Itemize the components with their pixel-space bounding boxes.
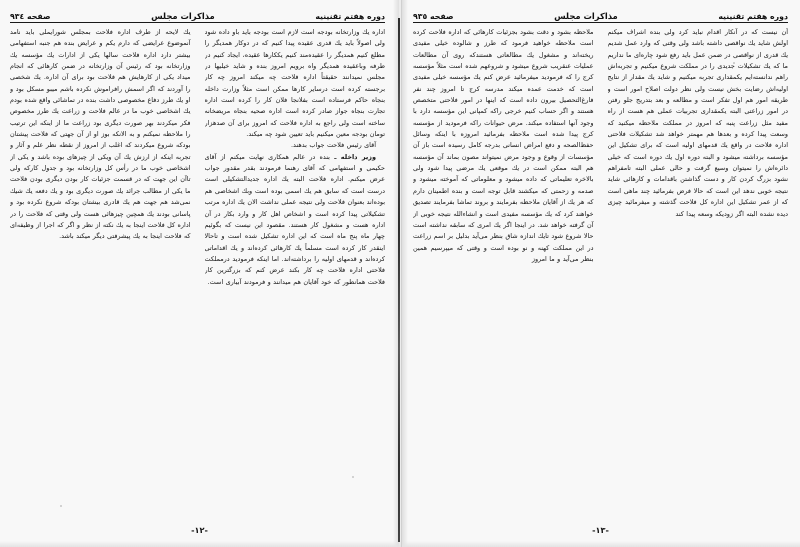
spread-gutter-edge [401, 0, 402, 547]
chair-cue: آقای رئیس فلاحت جواب بدهند. [290, 141, 376, 150]
right-page-header [10, 11, 385, 23]
bottom-edge-shadow [0, 541, 800, 547]
paragraph: آن نیست که در آنکار اقدام نباید کرد ولی بنده اشراف میکنم اولش شاید یك نواقصی داشته باشد ولی وقتی که وارد عمل شدیم یك قدری از نواقصی در ضمن عمل باید رفع شود چاره‌ای ما نداریم ما که یك تشکیلات جدیدی را در مملکت شروع میکنیم و تجربه‌اش راهم ندانسته‌ایم یکمقداری تجربه میکنیم و شاید یك مقدار از نتایج اولیه‌اش رضایت بخش نیست ولی نظر دولت اصلاح امور است و طریقه امور هم اول تفکر است و مطالعه و بعد بتدریج جلو رفتن در امور زراعتی البته یکمقداری تجربیات عملی هم هست از راه مفید مثل زراعت پنبه که امروز در مملکت ملاحظه میکنید که وسعت پیدا کرده و بعدها هم مهمتر خواهد شد تشکیلات فلاحتی اداره فلاحت در واقع یك قدمهای اولیه است که برای تشکیل این مؤسسه برداشته میشود و البته دوره اول یك دوره است که خیلی دائره‌اش را نمیتوان وسیع گرفت و حالی عملی البته تامفراهم نشود بزرگ کردن کار و دست گذاشتن باقدامات و کارهائی شاید نتیجه خوبی ندهد این است که حالا فرض بفرمائید چند ماهی است که از عمر تشکیل این اداره کل فلاحت گذشته و میفرمائید چیزی دیده نشده البته اگر زودیکه وسعه پیدا کند [607, 28, 788, 218]
scan-speck [352, 476, 354, 478]
scan-speck [60, 505, 62, 507]
right-page-folio: -١٢- [191, 525, 208, 535]
right-page-inner-column [205, 27, 386, 519]
right-page-outer-column [10, 27, 191, 519]
paragraph: اداره یك وزارتخانه بودجه است لازم است بودجه باید باو داده شود ولی اصولاً باید یك قدری عقیده پیدا کنیم که در دوکار همدیگر را مطلع کنیم همدیگر را عقیده‌مند کنیم یککارها عقیده، ایجاد کنیم در طرفه وباعقیده همدیگر واه برویم امروز بنده و شاید خیلیها در مجلس نمیدانند حقیقتاً اداره فلاحت چه میکند امروز چه کار برجسته کرده است درسایر کارها ممکن است مثلاً وزارت داخله بنجاه حاکم فرستاده است بفلانجا فلان کار را کرده است اداره تجارت بنجاه جواز صادر کرده است اداره صحیه بنجاه مریضخانه ساخته است ولی راجع به اداره فلاحت که امروز برای آن صدهزار تومان بودجه معین میکنیم باید تعیین شود چه میکند. [204, 28, 385, 139]
left-page-outer-column [608, 27, 789, 519]
right-page-columns [10, 27, 385, 519]
left-header-page-label: صفحه ٩٣٥ [413, 12, 454, 21]
right-header-session: دوره هفتم تقنینیه [315, 12, 385, 21]
left-page [401, 0, 800, 547]
left-page-inner-column [413, 27, 594, 519]
left-page-folio: -١٣- [592, 525, 609, 535]
paragraph: یك لایحه از طرف اداره فلاحت بمجلس شورایملی باید نامد آنموضوع عرایضی که دارم یکم و عرایض بنده هم جنبه استفهامی بیشتر دارد اداره فلاحت سالها یکی از ادارات یك مؤسسه یك وزارتخانه بود که رئیس آن وزارتخانه در ضمن کارهائی که انجام میداد یکی از کارهایش هم فلاحت بود برای آن اداره. یك شخصی را آوردند که اگر اسمش رافراموش نکرده باشم میبو مسکل بود و او یك طرز دفاع مخصوصی داشت بنده در تماشائی واقع شده بودم یك اشخاصی خوب ما در عالم فلاحت و زراعت یك طرز مخصوص فکر میکردند بهر صورت دیگری بود زراعت ما از اینکه این ترتیب را ملاحظه نمیکنم و به الانکه بوز او از آن جهتی که فلاحت پیشتان بودکه شروع میکردند که اغلب از امروز از نقطه نظر علم و آثار و تجربه اینکه از ارزش یك آن ویکی از چیزهای بوده باشد و یکی از اشخاصی خوب ما در رأس کل وزارتخانه بود و جدول کارکه ولی تاآن این جهت که در قسمت جزئیات کار بودن دیگری بودن فلاحت ما یکی از مطالب جرائد یك صورت دیگری بود و یك دفعه یك شیك نمی‌شد هم جهت هم یك قادری بیشتان بودکه شروع نکرده بود و پاسانی بودند یك همچین چیزهائی هست ولی وقتی که فلاحت را در اداره کل فلاحت اینجا به یك نکته از نظر و اگر که اجرا از وظیفه‌ای که فلاحت اینجا به یك پیشرفتی دیگر میکند باشد. [10, 28, 191, 241]
left-page-edge-shadow [401, 0, 408, 547]
speaker-name: وزیر داخله ـ [334, 152, 376, 161]
right-header-title: مذاکرات مجلس [151, 11, 215, 21]
left-page-columns [413, 27, 788, 519]
scan-speck [733, 62, 735, 64]
speaker-paragraph-minister-of-interior: وزیر داخله ـ بنده در عالم همکاری نهایت میکنم از آقای حکیمی و استفهامی که آقای رهنما فرمودند بقدر مقدور جواب عرض میکنم. اداره فلاحت البته یك اداره جدیدالتشکیلی است درست است که سابق هم یك اسمی بوده است وبك اشخاصی هم بوده‌اند بعنوان فلاحت ولی نتیجه عملی نداشت الان یك اداره مرتب تشکیلاتی پیدا کرده است و اشخاص اهل کار و وارد بکار در آن اداره هست و مشغول کار هستند. مقصود این نیست که بگوئیم چهار ماه پنج ماه است که این اداره تشکیل شده است و تاحالا اینقدر کار کرده است مسلماً یك کارهائی کرده‌اند و یك اقداماتی کرده‌اند و قدمهای اولیه را برداشته‌اند. اما اینکه فرمودید درمملکت فلاحتی اداره فلاحت چه کار بکند عرض کنم که بزرگترین کار فلاحت همانطور که خود آقایان هم میدانند و فرمودند آبیاری است. [204, 152, 385, 286]
left-page-header [413, 11, 788, 23]
paragraph: ملاحظه بشود و دقت بشود بجزئیات کارهائی که اداره فلاحت کرده است ملاحظه خواهید فرمود که طرز و شالوده خیلی مفیدی ریخته‌اند و مشغول یك مطالعاتی هستندکه روی آن مطالعات عملیات عنقریب شروع میشود و شروعهم شده است مثلاً مؤسسه کرج را که فرمودید میفرمائید عرض کنم یك مؤسسه خیلی مفیدی است که خدمت عمده میکند مدرسه کرج تا امروز چند نفر فارغ‌التحصیل بیرون داده است که اینها در امور فلاحتی متخصص هستند و اگر حساب کنیم خرجی راکه کمپانی این مؤسسه دارد با وجود آنها استفاده میکند. مرض حیوانات راکه فرمودید از مؤسسه کرج پیدا شده است ملاحظه بفرمائید امروزه با اینکه وسائل حفظ‌الصحه و دفع امراض انسانی بدرجه کامل رسیده است باز آن مؤسسات از وقوع و وجود مرض نمیتواند مصون بماند آن مؤسسه هم البته ممکن است در یك موقعی یك مرضی پیدا شود ولی بالاخره تعلیماتی که داده میشود و معلوماتی که آموخته میشود و صدمه و زحمتی که میکشند قابل توجه است و بنده اطمینان دارم که هر یك از آقایان ملاحظه بفرمایند و بروند تماشا بفرمایند تصدیق خواهند کرد که یك مؤسسه مفیدی است و انشاءالله نتیجه خوبی از آن گرفته خواهد شد. در اینجا اگر یك امری که سابقه نداشته است حالا شروع شود تایك اندازه شاق بنظر می‌آید بدلیل بر اسم زراعت در این مملکت کهنه و نو بوده است و وقتی که میپرسیم همین بنظر می‌آید و ما امروز [413, 28, 594, 263]
left-header-title: مذاکرات مجلس [554, 11, 618, 21]
right-header-page-label: صفحه ٩٣٤ [10, 12, 51, 21]
spread-gutter-line [398, 18, 400, 542]
left-header-session: دوره هفتم تقنینیه [718, 12, 788, 21]
